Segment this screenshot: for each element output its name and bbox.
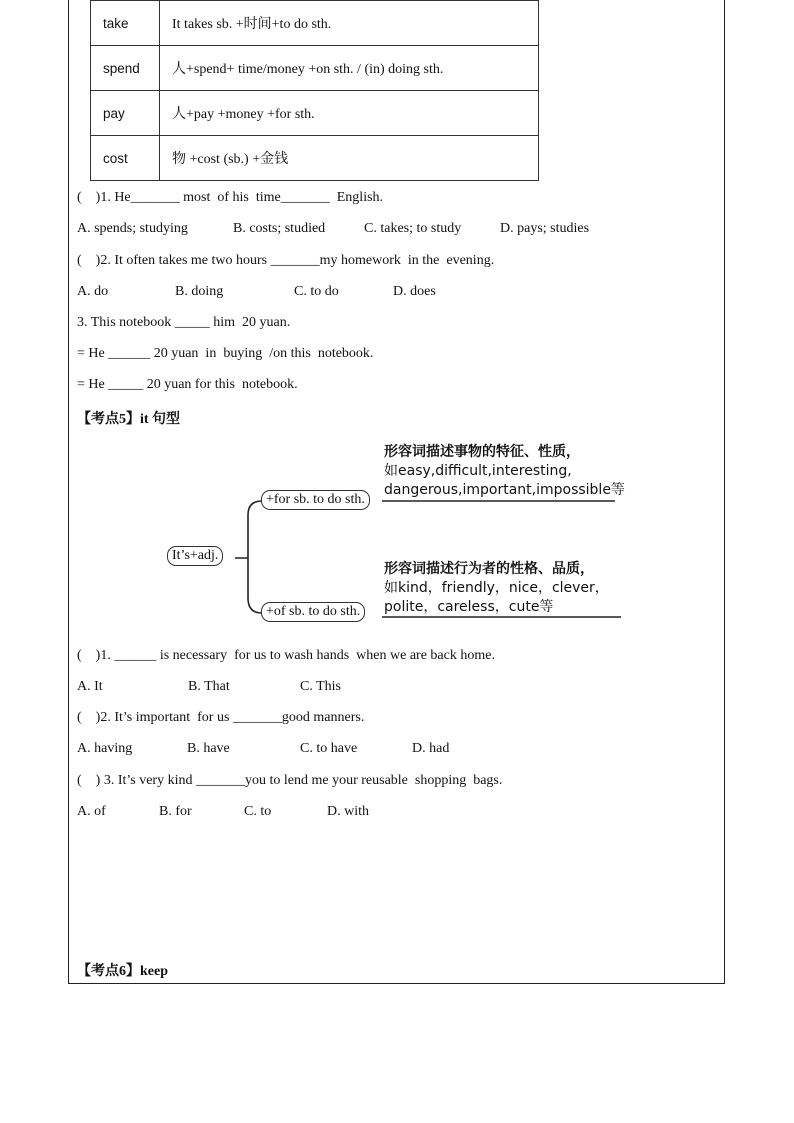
table-cell-word: take [91, 1, 160, 46]
option-d: D. with [327, 804, 369, 819]
question-1: ( )1. He_______ most of his time_______ English. [77, 190, 384, 205]
option-c: C. takes; to study [364, 221, 462, 236]
option-a: A. having [77, 741, 133, 756]
note-bottom-line-1: 形容词描述行为者的性格、品质， [384, 561, 594, 577]
note-top-line-1: 形容词描述事物的特征、性质， [384, 444, 580, 460]
option-d: D. pays; studies [500, 221, 590, 236]
option-b: B. costs; studied [233, 221, 326, 236]
section-6-heading: 【考点6】keep [77, 964, 168, 979]
question-3-rewrite-a: = He ______ 20 yuan in buying /on this notebook. [77, 346, 374, 361]
branch-top-node [261, 490, 370, 510]
option-a: A. It [77, 679, 103, 694]
table-cell-word: pay [91, 91, 160, 136]
table-cell-pattern: It takes sb. +时间+to do sth. [160, 1, 539, 46]
table-cell-pattern: 物 +cost (sb.) +金钱 [160, 136, 539, 181]
table-cell-pattern: 人+pay +money +for sth. [160, 91, 539, 136]
option-a: A. of [77, 804, 106, 819]
table-cell-word: spend [91, 46, 160, 91]
question-2: ( )2. It often takes me two hours _______my homework in the evening. [77, 253, 495, 268]
branch-bottom-node [261, 602, 365, 622]
table-cell-pattern: 人+spend+ time/money +on sth. / (in) doing sth. [160, 46, 539, 91]
option-b: B. have [187, 741, 230, 756]
option-c: C. to have [300, 741, 358, 756]
option-c: C. to do [294, 284, 339, 299]
question-2: ( )2. It’s important for us _______good manners. [77, 710, 365, 725]
option-d: D. had [412, 741, 450, 756]
option-a: A. do [77, 284, 109, 299]
option-a: A. spends; studying [77, 221, 188, 236]
option-c: C. This [300, 679, 341, 694]
option-d: D. does [393, 284, 436, 299]
section-5-heading: 【考点5】it 句型 [77, 412, 181, 427]
note-bottom-line-3: polite，careless，cute等 [384, 599, 554, 615]
table-cell-word: cost [91, 136, 160, 181]
root-label: It’s+adj. [172, 548, 219, 563]
option-b: B. That [188, 679, 230, 694]
root-node [167, 546, 223, 566]
option-c: C. to [244, 804, 272, 819]
branch-bottom-label: +of sb. to do sth. [266, 604, 361, 619]
question-1: ( )1. ______ is necessary for us to wash hands when we are back home. [77, 648, 495, 663]
branch-top-label: +for sb. to do sth. [266, 492, 365, 507]
note-top-line-2: 如easy,difficult,interesting, [384, 463, 572, 479]
question-3: ( ) 3. It’s very kind _______you to lend me your reusable shopping bags. [77, 773, 503, 788]
branch-connector [235, 501, 262, 613]
note-bottom-line-2: 如kind，friendly，nice，clever， [384, 580, 609, 596]
option-b: B. for [159, 804, 192, 819]
option-b: B. doing [175, 284, 224, 299]
question-3: 3. This notebook _____ him 20 yuan. [77, 315, 291, 330]
question-3-rewrite-b: = He _____ 20 yuan for this notebook. [77, 377, 298, 392]
note-top-line-3: dangerous,important,impossible等 [384, 482, 625, 498]
